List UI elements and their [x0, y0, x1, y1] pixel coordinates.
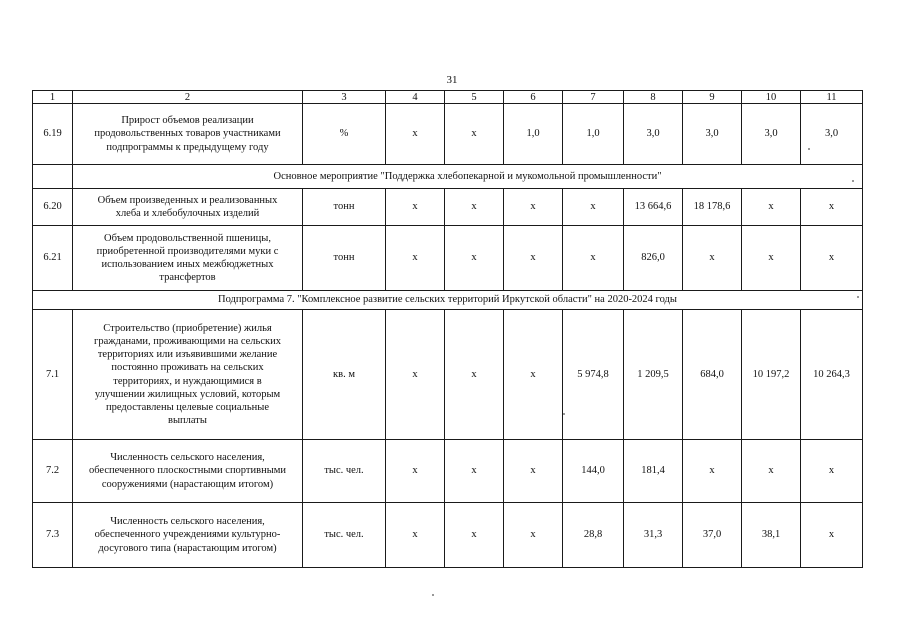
indicator-value: 13 664,6	[624, 189, 683, 226]
indicator-value: 18 178,6	[683, 189, 742, 226]
indicator-value: 5 974,8	[563, 310, 624, 440]
column-number-row	[33, 91, 863, 104]
table-row	[33, 440, 863, 503]
column-number-4: 4	[386, 91, 445, 104]
indicator-value: 1 209,5	[624, 310, 683, 440]
column-number-11: 11	[801, 91, 863, 104]
column-number-1: 1	[33, 91, 73, 104]
section-title: Основное мероприятие "Поддержка хлебопекарной и мукомольной промышленности"	[73, 165, 863, 189]
indicator-value: х	[445, 310, 504, 440]
indicator-value: 3,0	[801, 104, 863, 165]
indicator-value: х	[504, 440, 563, 503]
column-number-5: 5	[445, 91, 504, 104]
indicator-value: х	[801, 440, 863, 503]
indicator-value: 37,0	[683, 503, 742, 568]
indicator-value: х	[445, 226, 504, 291]
indicator-value: 10 264,3	[801, 310, 863, 440]
scan-speck	[808, 148, 810, 150]
table-row	[33, 226, 863, 291]
unit-of-measure: тонн	[303, 226, 386, 291]
indicator-value: х	[504, 310, 563, 440]
row-number: 7.3	[33, 503, 73, 568]
indicator-value: х	[801, 226, 863, 291]
indicator-value: 3,0	[624, 104, 683, 165]
column-number-9: 9	[683, 91, 742, 104]
indicator-value: 10 197,2	[742, 310, 801, 440]
indicator-value: 826,0	[624, 226, 683, 291]
indicator-name: Прирост объемов реализации продовольственных товаров участниками подпрограммы к предыдущему году	[73, 104, 303, 165]
unit-of-measure: кв. м	[303, 310, 386, 440]
indicator-value: 31,3	[624, 503, 683, 568]
unit-of-measure: тонн	[303, 189, 386, 226]
column-number-10: 10	[742, 91, 801, 104]
subprogram-title: Подпрограмма 7. "Комплексное развитие сельских территорий Иркутской области" на 2020-2024 годы	[33, 291, 863, 310]
indicator-value: 28,8	[563, 503, 624, 568]
table-row	[33, 503, 863, 568]
indicator-value: х	[386, 310, 445, 440]
row-number: 7.1	[33, 310, 73, 440]
indicator-value: х	[563, 189, 624, 226]
indicator-name: Численность сельского населения, обеспеченного плоскостными спортивными сооружениями (нарастающим итогом)	[73, 440, 303, 503]
subprogram-row	[33, 291, 863, 310]
indicator-value: х	[801, 189, 863, 226]
indicator-value: х	[386, 226, 445, 291]
section-row	[33, 165, 863, 189]
indicator-name: Объем произведенных и реализованных хлеба и хлебобулочных изделий	[73, 189, 303, 226]
indicator-value: х	[504, 503, 563, 568]
indicator-value: х	[445, 503, 504, 568]
indicator-value: х	[742, 440, 801, 503]
indicator-value: х	[683, 440, 742, 503]
indicator-value: х	[386, 104, 445, 165]
row-number: 6.21	[33, 226, 73, 291]
scan-speck	[857, 296, 859, 298]
indicator-value: 38,1	[742, 503, 801, 568]
column-number-8: 8	[624, 91, 683, 104]
indicator-value: х	[386, 440, 445, 503]
indicator-value: х	[445, 440, 504, 503]
indicator-value: 144,0	[563, 440, 624, 503]
section-spacer	[33, 165, 73, 189]
indicator-name: Строительство (приобретение) жилья гражданами, проживающими на сельских территориях или изъявившими желание постоянно проживать на сельских территориях, и нуждающимися в улучшении жилищных условий, которым предоставлены целевые социальные выплаты	[73, 310, 303, 440]
indicator-value: х	[563, 226, 624, 291]
indicator-name: Объем продовольственной пшеницы, приобретенной производителями муки с использованием иных межбюджетных трансфертов	[73, 226, 303, 291]
row-number: 7.2	[33, 440, 73, 503]
column-number-6: 6	[504, 91, 563, 104]
indicator-value: х	[386, 189, 445, 226]
indicator-value: х	[504, 226, 563, 291]
indicator-value: 3,0	[683, 104, 742, 165]
indicator-value: х	[386, 503, 445, 568]
page-number: 31	[446, 74, 458, 86]
indicator-value: 3,0	[742, 104, 801, 165]
indicator-value: х	[504, 189, 563, 226]
scan-speck	[563, 413, 565, 415]
table-row	[33, 310, 863, 440]
column-number-3: 3	[303, 91, 386, 104]
indicator-value: 1,0	[504, 104, 563, 165]
unit-of-measure: тыс. чел.	[303, 503, 386, 568]
row-number: 6.19	[33, 104, 73, 165]
unit-of-measure: тыс. чел.	[303, 440, 386, 503]
indicator-value: х	[445, 104, 504, 165]
scan-speck	[852, 180, 854, 182]
indicator-value: х	[801, 503, 863, 568]
indicators-table	[32, 90, 863, 568]
indicator-value: х	[445, 189, 504, 226]
indicator-value: х	[683, 226, 742, 291]
unit-of-measure: %	[303, 104, 386, 165]
indicator-value: х	[742, 226, 801, 291]
indicator-value: 684,0	[683, 310, 742, 440]
indicator-name: Численность сельского населения, обеспеченного учреждениями культурно- досугового типа (нарастающим итогом)	[73, 503, 303, 568]
table-row	[33, 189, 863, 226]
indicator-value: 181,4	[624, 440, 683, 503]
table-row	[33, 104, 863, 165]
row-number: 6.20	[33, 189, 73, 226]
scan-speck	[432, 594, 434, 596]
indicator-value: х	[742, 189, 801, 226]
column-number-7: 7	[563, 91, 624, 104]
column-number-2: 2	[73, 91, 303, 104]
indicator-value: 1,0	[563, 104, 624, 165]
